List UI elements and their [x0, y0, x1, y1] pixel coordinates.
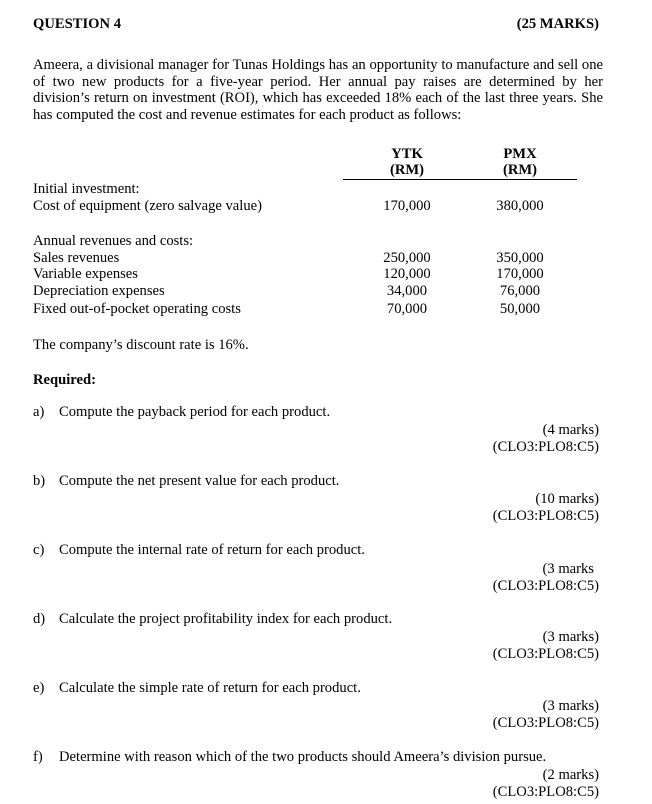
question-c-marks: (3 marks	[542, 561, 594, 577]
cell-pmx-fixed: 50,000	[499, 301, 541, 317]
question-label: b)	[33, 473, 46, 489]
question-a	[33, 404, 330, 421]
column-header-ytk: YTK	[391, 146, 423, 162]
question-label: c)	[33, 542, 45, 558]
row-label-fixed: Fixed out-of-pocket operating costs	[33, 301, 241, 317]
question-title: QUESTION 4	[33, 16, 121, 32]
question-label: d)	[33, 611, 46, 627]
question-text: Compute the payback period for each product.	[59, 404, 331, 420]
cell-ytk-fixed: 70,000	[386, 301, 428, 317]
question-f-marks: (2 marks)	[542, 767, 599, 783]
question-f-clo: (CLO3:PLO8:C5)	[492, 784, 599, 800]
column-unit-pmx: (RM)	[502, 162, 538, 178]
question-label: a)	[33, 404, 45, 420]
cell-pmx-equipment: 380,000	[496, 198, 544, 214]
question-text: Determine with reason which of the two products should Ameera’s division pursue.	[59, 749, 547, 765]
question-a-clo: (CLO3:PLO8:C5)	[492, 439, 599, 455]
question-b-clo: (CLO3:PLO8:C5)	[492, 508, 599, 524]
header-underline	[343, 179, 577, 180]
question-d-marks: (3 marks)	[542, 629, 599, 645]
question-d	[33, 611, 392, 628]
row-label-sales: Sales revenues	[33, 250, 120, 266]
cell-pmx-depreciation: 76,000	[499, 283, 541, 299]
section-title-initial-investment: Initial investment:	[33, 181, 140, 197]
question-e-marks: (3 marks)	[542, 698, 599, 714]
question-a-marks: (4 marks)	[542, 422, 599, 438]
cell-pmx-sales: 350,000	[496, 250, 544, 266]
question-d-clo: (CLO3:PLO8:C5)	[492, 646, 599, 662]
cell-ytk-depreciation: 34,000	[386, 283, 428, 299]
question-text: Calculate the simple rate of return for each product.	[59, 680, 361, 696]
question-b	[33, 473, 339, 490]
question-text: Compute the net present value for each product.	[59, 473, 340, 489]
question-e	[33, 680, 361, 697]
question-text: Compute the internal rate of return for each product.	[59, 542, 365, 558]
cell-ytk-sales: 250,000	[383, 250, 431, 266]
question-c	[33, 542, 365, 559]
column-unit-ytk: (RM)	[389, 162, 425, 178]
question-text: Calculate the project profitability index for each product.	[59, 611, 393, 627]
question-label: f)	[33, 749, 43, 765]
row-label-variable: Variable expenses	[33, 266, 138, 282]
cell-pmx-variable: 170,000	[496, 266, 544, 282]
question-e-clo: (CLO3:PLO8:C5)	[492, 715, 599, 731]
question-f	[33, 749, 546, 766]
row-label-depreciation: Depreciation expenses	[33, 283, 165, 299]
question-marks: (25 MARKS)	[516, 16, 599, 32]
section-title-annual: Annual revenues and costs:	[33, 233, 194, 249]
required-heading: Required:	[33, 372, 96, 388]
discount-rate-note: The company’s discount rate is 16%.	[33, 337, 249, 353]
row-label-equipment: Cost of equipment (zero salvage value)	[33, 198, 262, 214]
cell-ytk-equipment: 170,000	[383, 198, 431, 214]
intro-paragraph: Ameera, a divisional manager for Tunas Holdings has an opportunity to manufacture and sell one of two new products for a five-year period. Her annual pay raises are determined by her division’s return on investment (ROI), which has exceeded 18% each of the last three years. She has computed the cost and revenue estimates for each product as follows:	[33, 57, 603, 123]
question-c-clo: (CLO3:PLO8:C5)	[492, 578, 599, 594]
question-b-marks: (10 marks)	[535, 491, 599, 507]
cell-ytk-variable: 120,000	[383, 266, 431, 282]
question-label: e)	[33, 680, 45, 696]
column-header-pmx: PMX	[503, 146, 537, 162]
